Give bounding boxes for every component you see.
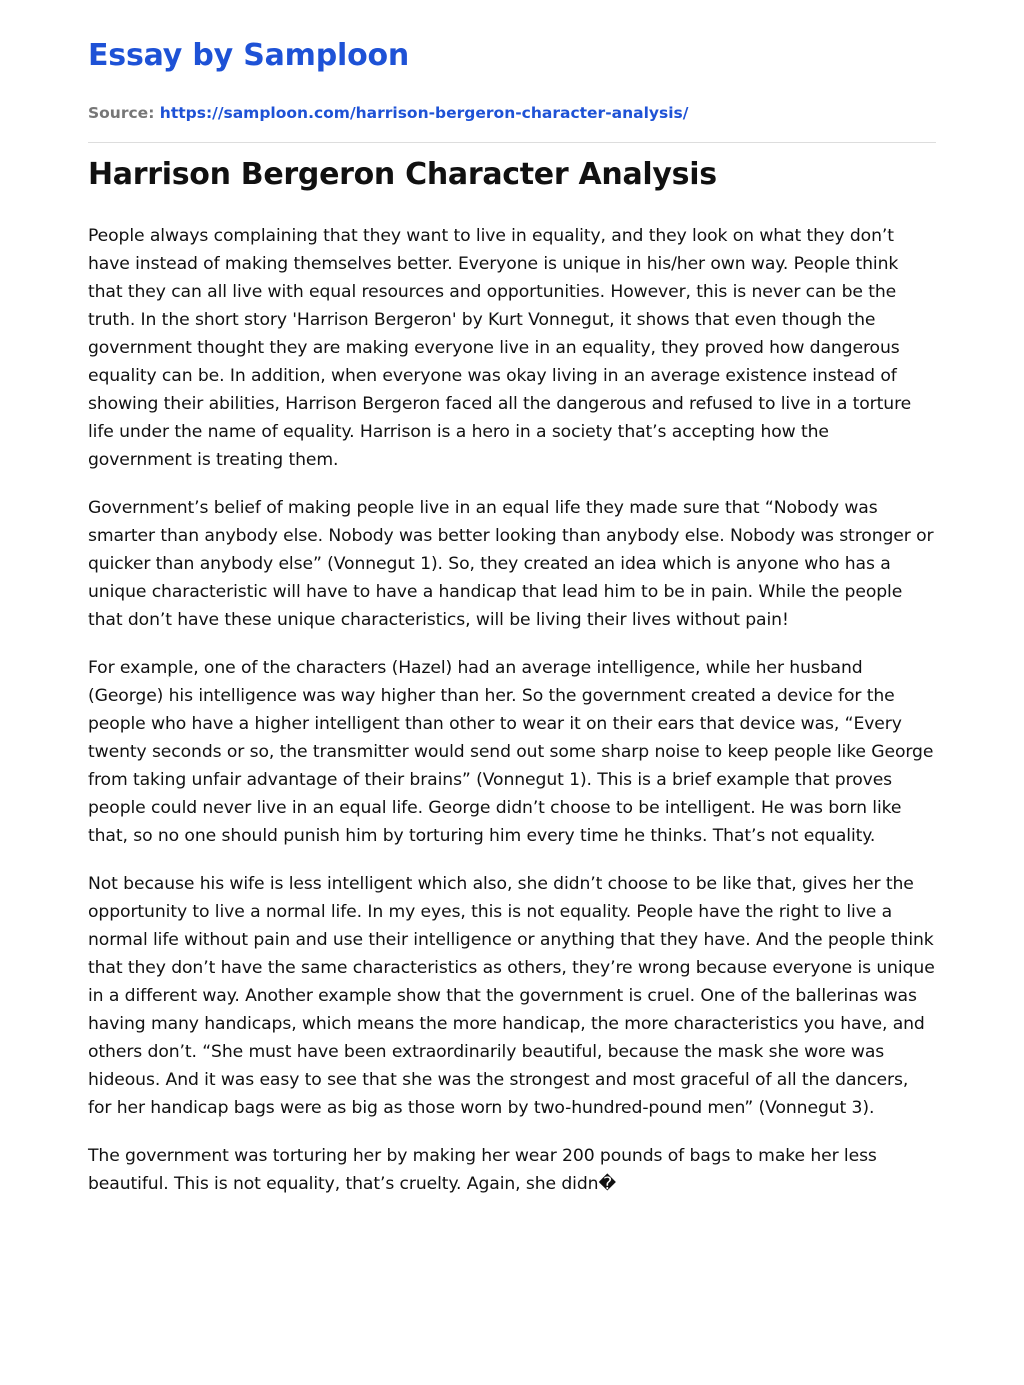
source-link[interactable]: https://samploon.com/harrison-bergeron-character-analysis/ — [159, 104, 689, 122]
source-label: Source: — [88, 104, 160, 122]
site-brand: Essay by Samploon — [88, 38, 410, 73]
essay-title: Harrison Bergeron Character Analysis — [88, 157, 717, 192]
essay-paragraph-3: For example, one of the characters (Hazel) had an average intelligence, while her husband (George) his intelligence was way higher than her. So the government created a device for the people who have a higher intelligent than other to wear it on their ears that device was, “Every twenty seconds or so, the transmitter would send out some sharp noise to keep people like George from taking unfair advantage of their brains” (Vonnegut 1). This is a brief example that proves people could never live in an equal life. George didn’t choose to be intelligent. He was born like that, so no one should punish him by torturing him every time he thinks. That’s not equality. — [88, 658, 934, 846]
essay-body — [88, 222, 936, 1218]
header-divider — [88, 142, 936, 143]
essay-paragraph-5: The government was torturing her by making her wear 200 pounds of bags to make her less beautiful. This is not equality, that’s cruelty. Again, she didn� — [88, 1146, 877, 1194]
essay-paragraph-4: Not because his wife is less intelligent which also, she didn’t choose to be like that, gives her the opportunity to live a normal life. In my eyes, this is not equality. People have the right to live a normal life without pain and use their intelligence or anything that they have. And the people think that they don’t have the same characteristics as others, they’re wrong because everyone is unique in a different way. Another example show that the government is cruel. One of the ballerinas was having many handicaps, which means the more handicap, the more characteristics you have, and others don’t. “She must have been extraordinarily beautiful, because the mask she wore was hideous. And it was easy to see that she was the strongest and most graceful of all the dancers, for her handicap bags were as big as those worn by two-hundred-pound men” (Vonnegut 3). — [88, 874, 935, 1118]
source-line — [88, 102, 688, 124]
essay-paragraph-1: People always complaining that they want to live in equality, and they look on what they don’t have instead of making themselves better. Everyone is unique in his/her own way. People think that they can all live with equal resources and opportunities. However, this is never can be the truth. In the short story 'Harrison Bergeron' by Kurt Vonnegut, it shows that even though the government thought they are making everyone live in an equality, they proved how dangerous equality can be. In addition, when everyone was okay living in an average existence instead of showing their abilities, Harrison Bergeron faced all the dangerous and refused to live in a torture life under the name of equality. Harrison is a hero in a society that’s accepting how the government is treating them. — [88, 226, 912, 470]
essay-paragraph-2: Government’s belief of making people live in an equal life they made sure that “Nobody was smarter than anybody else. Nobody was better looking than anybody else. Nobody was stronger or quicker than anybody else” (Vonnegut 1). So, they created an idea which is anyone who has a unique characteristic will have to have a handicap that lead him to be in pain. While the people that don’t have these unique characteristics, will be living their lives without pain! — [88, 498, 934, 630]
